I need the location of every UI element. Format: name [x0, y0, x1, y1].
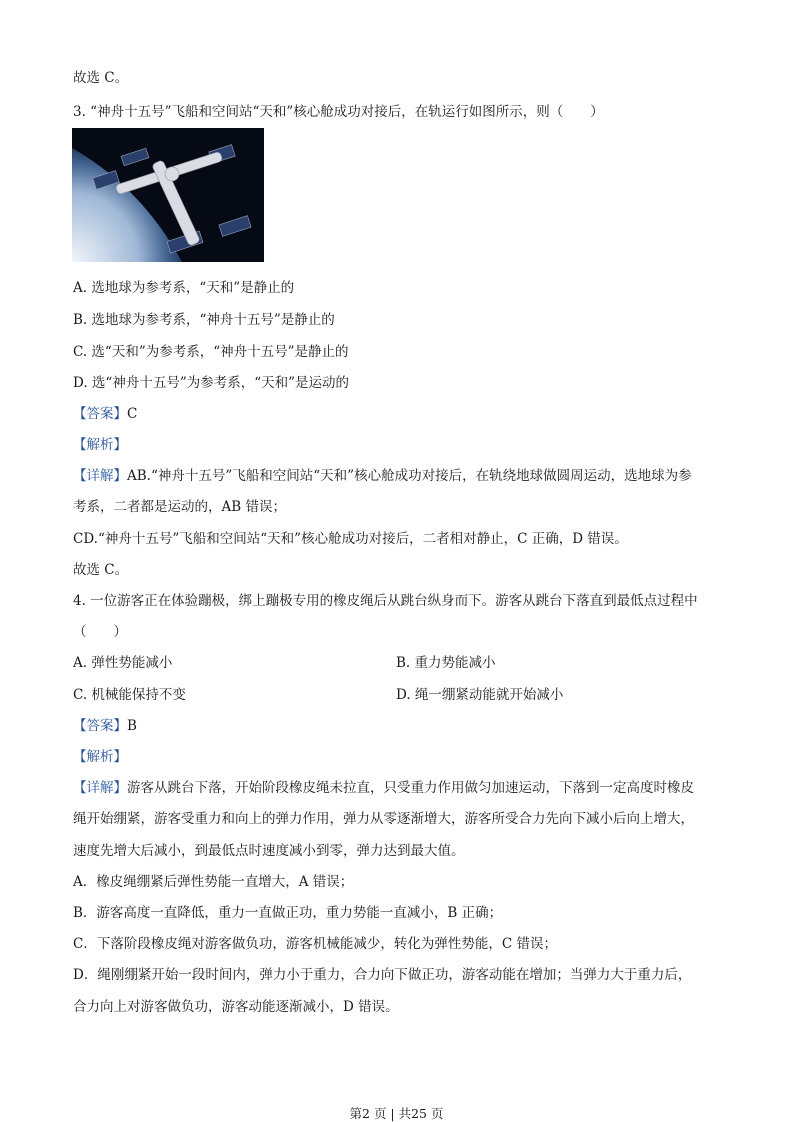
page-footer: 第2 页 | 共25 页	[349, 1106, 444, 1121]
detail-4-d-2: 合力向上对游客做负功，游客动能逐渐减小，D 错误。	[73, 999, 399, 1015]
answer-value: B	[127, 718, 137, 734]
detail-4-d-1: D．绳刚绷紧开始一段时间内，弹力小于重力，合力向下做正功，游客动能在增加；当弹力大于重力后，	[73, 967, 692, 983]
detail-text: 游客从跳台下落，开始阶段橡皮绳未拉直，只受重力作用做匀加速运动，下落到一定高度时橡皮	[127, 780, 694, 796]
detail-tag: 【详解】	[73, 468, 127, 484]
answer-tag: 【答案】	[73, 718, 127, 734]
text-line: 故选 C。	[73, 562, 129, 578]
detail-text: AB.“神舟十五号”飞船和空间站“天和”核心舱成功对接后，在轨绕地球做圆周运动，选地球为参	[127, 468, 692, 484]
answer-value: C	[127, 406, 138, 422]
detail-4-b: B．游客高度一直降低，重力一直做正功，重力势能一直减小，B 正确；	[73, 905, 503, 921]
answer-4	[73, 714, 137, 734]
question-4-stem: 4. 一位游客正在体验蹦极，绑上蹦极专用的橡皮绳后从跳台纵身而下。游客从跳台下落直到最低点过程中	[73, 593, 698, 609]
detail-4-a: A．橡皮绳绷紧后弹性势能一直增大，A 错误；	[73, 874, 354, 890]
analysis-tag: 【解析】	[73, 437, 127, 453]
detail-3-line-3: CD.“神舟十五号”飞船和空间站“天和”核心舱成功对接后，二者相对静止，C 正确，D 错误。	[73, 531, 628, 547]
detail-3-line-1	[73, 464, 692, 484]
detail-4-c: C．下落阶段橡皮绳对游客做负功，游客机械能减少，转化为弹性势能，C 错误；	[73, 936, 557, 952]
text-line: 故选 C。	[73, 70, 129, 86]
question-4-stem-cont: （ ）	[73, 624, 127, 640]
detail-3-line-2: 考系，二者都是运动的，AB 错误；	[73, 499, 286, 515]
answer-tag: 【答案】	[73, 406, 127, 422]
detail-tag: 【详解】	[73, 780, 127, 796]
option-3a: A. 选地球为参考系，“天和”是静止的	[73, 280, 295, 296]
option-3c: C. 选“天和”为参考系，“神舟十五号”是静止的	[73, 344, 349, 360]
detail-4-line-2: 绳开始绷紧，游客受重力和向上的弹力作用，弹力从零逐渐增大，游客所受合力先向下减小后向上增大，	[73, 811, 694, 827]
option-4d: D. 绳一绷紧动能就开始减小	[396, 687, 564, 703]
detail-4-line-1	[73, 776, 694, 796]
detail-4-line-3: 速度先增大后减小，到最低点时速度减小到零，弹力达到最大值。	[73, 843, 465, 859]
answer-3	[73, 402, 137, 422]
analysis-tag: 【解析】	[73, 749, 127, 765]
question-3-stem: 3. “神舟十五号”飞船和空间站“天和”核心舱成功对接后，在轨运行如图所示，则（ ）	[73, 104, 604, 120]
space-station-image	[72, 128, 264, 262]
option-3b: B. 选地球为参考系，“神舟十五号”是静止的	[73, 312, 335, 328]
option-4c: C. 机械能保持不变	[73, 687, 186, 703]
option-4b: B. 重力势能减小	[396, 655, 496, 671]
option-3d: D. 选“神舟十五号”为参考系，“天和”是运动的	[73, 375, 350, 391]
option-4a: A. 弹性势能减小	[73, 655, 173, 671]
